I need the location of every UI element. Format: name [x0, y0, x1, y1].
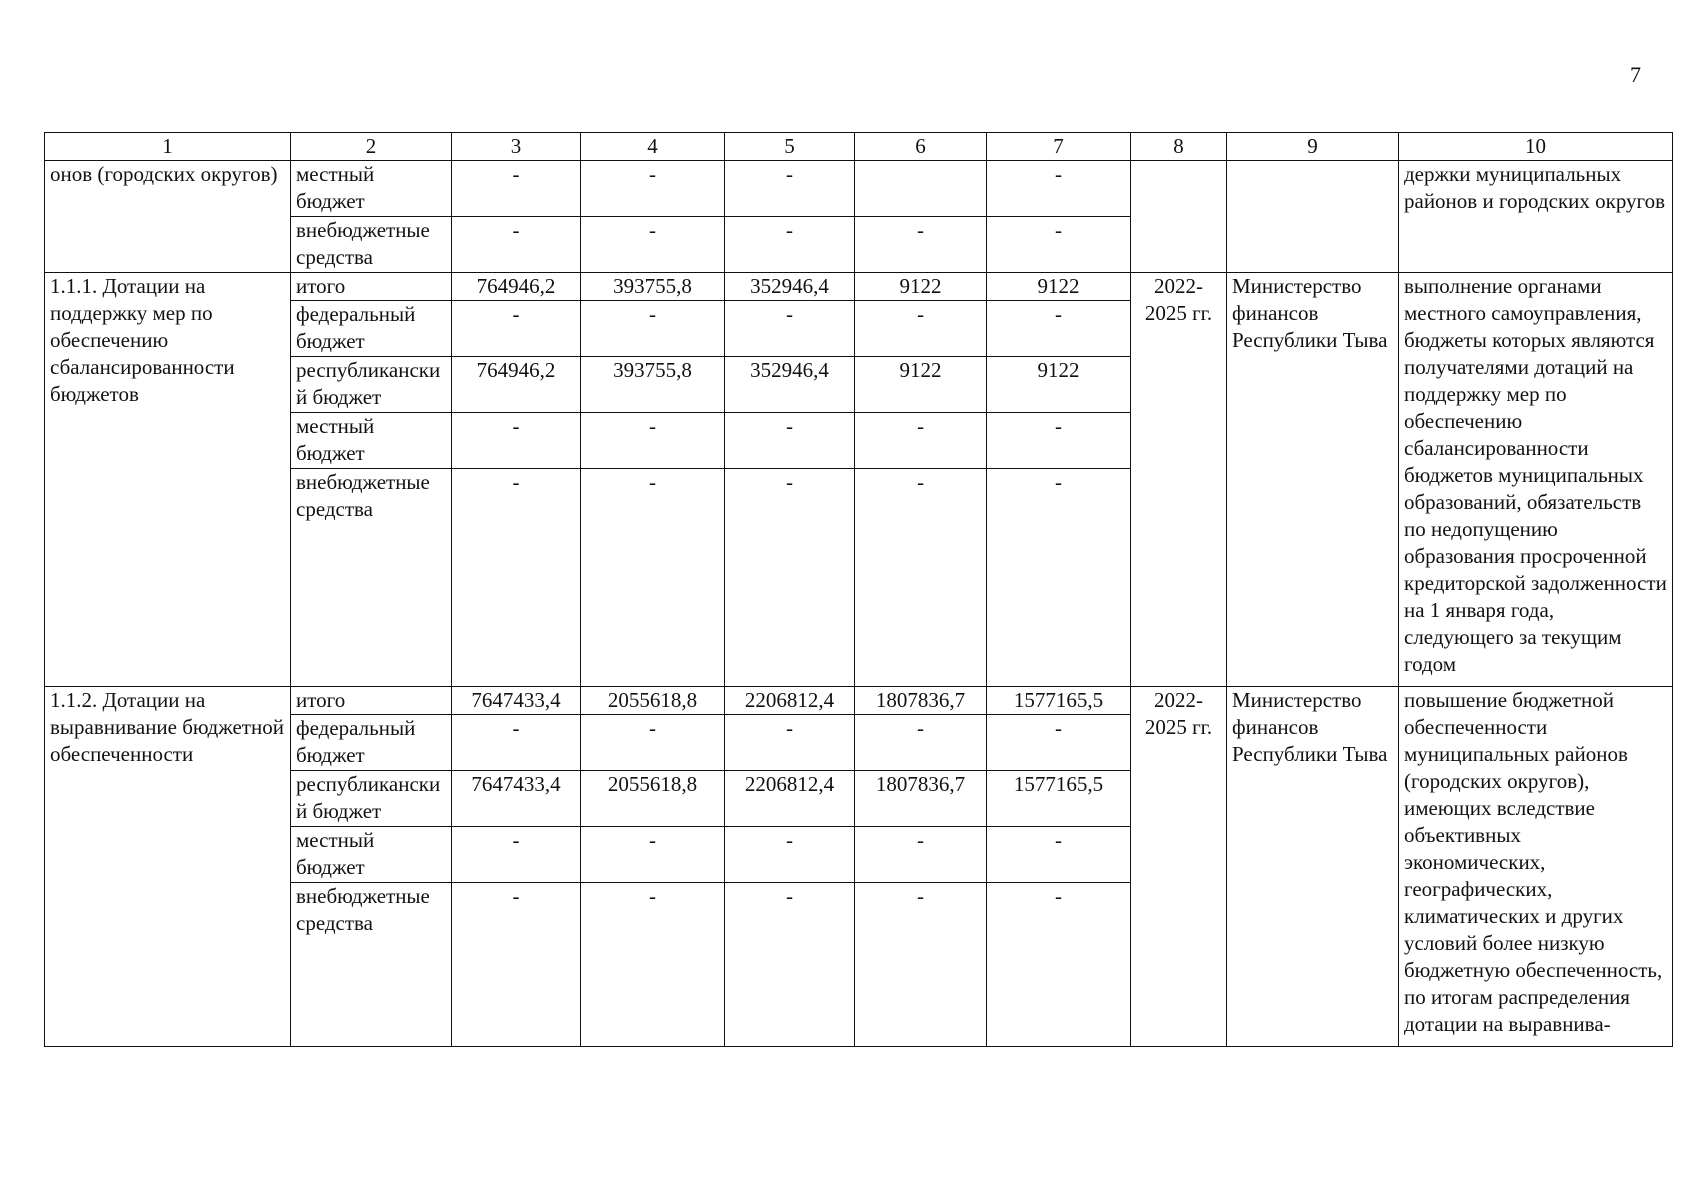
item-name: онов (городских округов)	[45, 161, 291, 273]
value-cell: 393755,8	[581, 273, 725, 301]
funding-source: республиканский бюджет	[291, 771, 452, 827]
value-cell: 9122	[987, 357, 1131, 413]
expected-result: выполнение органами местного самоуправления, бюджеты которых являются получателями дотаций на поддержку мер по обеспечению сбалансированности бюджетов муниципальных образований, обязательств по недопущению образования просроченной кредиторской задолженности на 1 января года, следующего за текущим годом	[1399, 273, 1673, 687]
period-cell	[1131, 161, 1227, 273]
expected-result: повышение бюджетной обеспеченности муниципальных районов (городских округов), имеющих вследствие объективных экономических, географических, климатических и других условий более низкую бюджетную обеспеченность, по итогам распределения дотации на выравнива-	[1399, 687, 1673, 1047]
value-cell: -	[725, 301, 855, 357]
executor-cell: Министерство финансов Республики Тыва	[1227, 273, 1399, 687]
value-cell: 1807836,7	[855, 687, 987, 715]
value-cell	[855, 161, 987, 217]
value-cell: -	[581, 883, 725, 1047]
value-cell: -	[855, 469, 987, 687]
funding-source: республиканский бюджет	[291, 357, 452, 413]
column-header: 3	[452, 133, 581, 161]
value-cell: -	[452, 413, 581, 469]
funding-source: местный бюджет	[291, 827, 452, 883]
funding-source: федеральный бюджет	[291, 715, 452, 771]
value-cell: 7647433,4	[452, 771, 581, 827]
column-number-row	[45, 133, 1673, 161]
value-cell: -	[581, 715, 725, 771]
value-cell: -	[452, 883, 581, 1047]
table-row	[45, 161, 1673, 217]
value-cell: -	[987, 883, 1131, 1047]
funding-source: внебюджетные средства	[291, 217, 452, 273]
value-cell: 2055618,8	[581, 771, 725, 827]
value-cell: -	[452, 715, 581, 771]
value-cell: -	[987, 161, 1131, 217]
executor-cell	[1227, 161, 1399, 273]
value-cell: -	[581, 413, 725, 469]
value-cell: -	[725, 413, 855, 469]
value-cell: -	[452, 827, 581, 883]
funding-source: итого	[291, 687, 452, 715]
value-cell: 764946,2	[452, 273, 581, 301]
value-cell: -	[581, 827, 725, 883]
value-cell: -	[987, 413, 1131, 469]
funding-source: внебюджетные средства	[291, 469, 452, 687]
value-cell: -	[452, 161, 581, 217]
value-cell: -	[581, 161, 725, 217]
value-cell: 2206812,4	[725, 771, 855, 827]
item-name: 1.1.2. Дотации на выравнивание бюджетной обеспеченности	[45, 687, 291, 1047]
funding-source: федеральный бюджет	[291, 301, 452, 357]
period-cell: 2022-2025 гг.	[1131, 273, 1227, 687]
column-header: 2	[291, 133, 452, 161]
funding-source: местный бюджет	[291, 413, 452, 469]
value-cell: -	[725, 883, 855, 1047]
budget-table	[44, 132, 1673, 1047]
value-cell: 2206812,4	[725, 687, 855, 715]
value-cell: -	[725, 827, 855, 883]
value-cell: 9122	[987, 273, 1131, 301]
value-cell: -	[855, 413, 987, 469]
value-cell: -	[452, 301, 581, 357]
column-header: 6	[855, 133, 987, 161]
value-cell: -	[725, 217, 855, 273]
value-cell: -	[987, 469, 1131, 687]
value-cell: 2055618,8	[581, 687, 725, 715]
value-cell: -	[855, 217, 987, 273]
value-cell: 7647433,4	[452, 687, 581, 715]
item-name: 1.1.1. Дотации на поддержку мер по обеспечению сбалансированности бюджетов	[45, 273, 291, 687]
value-cell: -	[581, 469, 725, 687]
value-cell: 9122	[855, 273, 987, 301]
executor-cell: Министерство финансов Республики Тыва	[1227, 687, 1399, 1047]
period-cell: 2022-2025 гг.	[1131, 687, 1227, 1047]
value-cell: -	[452, 469, 581, 687]
funding-source: местный бюджет	[291, 161, 452, 217]
value-cell: -	[581, 301, 725, 357]
value-cell: 1577165,5	[987, 687, 1131, 715]
column-header: 1	[45, 133, 291, 161]
column-header: 5	[725, 133, 855, 161]
column-header: 10	[1399, 133, 1673, 161]
column-header: 8	[1131, 133, 1227, 161]
value-cell: -	[452, 217, 581, 273]
column-header: 4	[581, 133, 725, 161]
table-row	[45, 687, 1673, 715]
value-cell: -	[987, 301, 1131, 357]
funding-source: внебюджетные средства	[291, 883, 452, 1047]
expected-result: держки муниципальных районов и городских округов	[1399, 161, 1673, 273]
value-cell: 1807836,7	[855, 771, 987, 827]
value-cell: -	[855, 715, 987, 771]
value-cell: 352946,4	[725, 273, 855, 301]
value-cell: 764946,2	[452, 357, 581, 413]
value-cell: -	[855, 827, 987, 883]
table-row	[45, 273, 1673, 301]
value-cell: -	[725, 469, 855, 687]
value-cell: -	[725, 715, 855, 771]
value-cell: 1577165,5	[987, 771, 1131, 827]
value-cell: 393755,8	[581, 357, 725, 413]
value-cell: -	[987, 217, 1131, 273]
value-cell: -	[855, 301, 987, 357]
value-cell: -	[987, 715, 1131, 771]
value-cell: 9122	[855, 357, 987, 413]
value-cell: -	[581, 217, 725, 273]
value-cell: -	[855, 883, 987, 1047]
value-cell: 352946,4	[725, 357, 855, 413]
value-cell: -	[987, 827, 1131, 883]
column-header: 7	[987, 133, 1131, 161]
column-header: 9	[1227, 133, 1399, 161]
funding-source: итого	[291, 273, 452, 301]
page-number: 7	[1630, 62, 1641, 87]
value-cell: -	[725, 161, 855, 217]
